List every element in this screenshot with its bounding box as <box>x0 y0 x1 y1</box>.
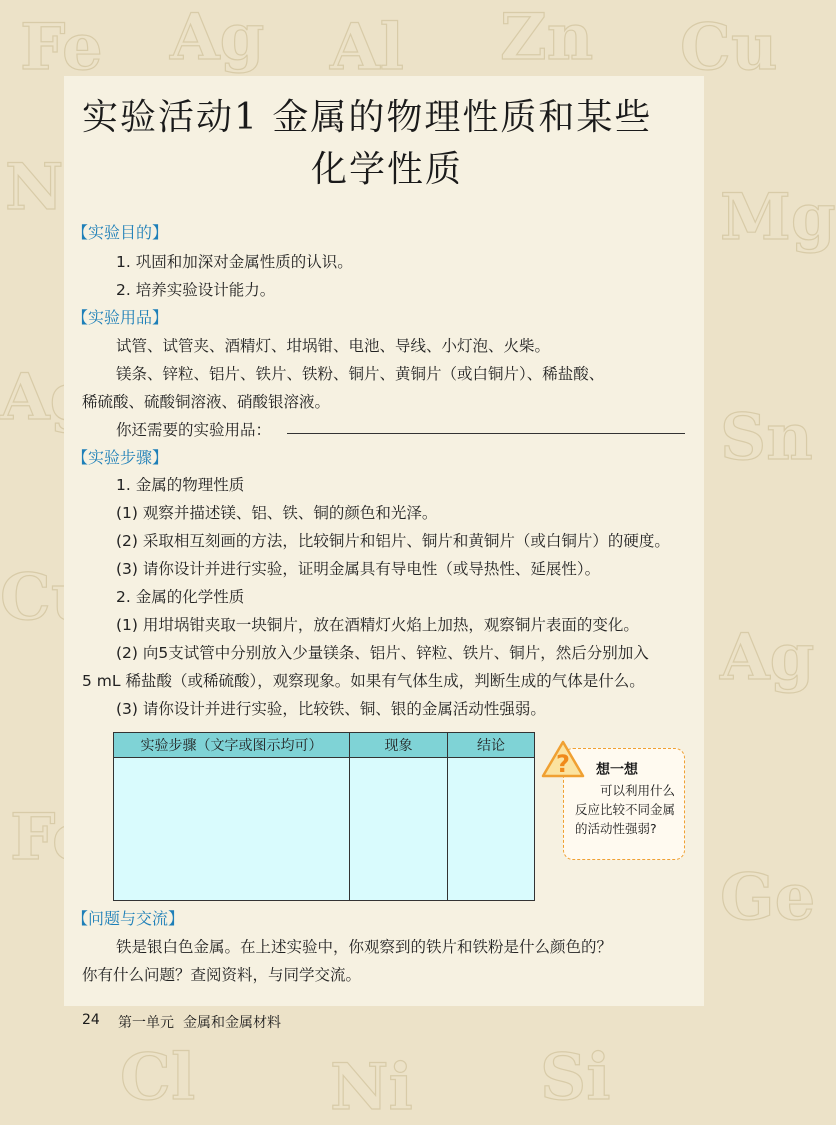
steps-line-3: (2) 采取相互刻画的方法，比较铜片和铝片、铜片和黄铜片（或白铜片）的硬度。 <box>116 532 670 550</box>
materials-line-4: 你还需要的实验用品： <box>116 421 272 439</box>
purpose-item-1: 1. 巩固和加深对金属性质的认识。 <box>116 253 353 271</box>
table-cell-conclusion[interactable] <box>448 758 535 901</box>
extra-materials-blank[interactable] <box>287 433 685 434</box>
think-title: 想一想 <box>596 762 638 778</box>
think-text: 可以利用什么反应比较不同金属的活动性强弱? <box>575 783 676 836</box>
steps-heading: 【实验步骤】 <box>72 448 169 467</box>
steps-line-9: (3) 请你设计并进行实验，比较铁、铜、银的金属活动性强弱。 <box>116 700 546 718</box>
discussion-line-2: 你有什么问题？查阅资料，与同学交流。 <box>82 966 362 984</box>
discussion-heading: 【问题与交流】 <box>72 909 185 928</box>
discussion-line-1: 铁是银白色金属。在上述实验中，你观察到的铁片和铁粉是什么颜色的？ <box>116 938 613 956</box>
table-header-conclusion: 结论 <box>448 733 535 758</box>
materials-heading: 【实验用品】 <box>72 308 169 327</box>
materials-line-2: 镁条、锌粒、铝片、铁片、铁粉、铜片、黄铜片（或白铜片）、稀盐酸、 <box>116 365 605 383</box>
title-line-2: 化学性质 <box>310 149 463 190</box>
steps-line-8: 5 mL 稀盐酸（或稀硫酸），观察现象。如果有气体生成，判断生成的气体是什么。 <box>82 672 645 690</box>
background-letter-pattern: Fe Ag Al Zn Cu Ni Mg Ag Sn Cu Ag Fe Ge Cl Ni Si <box>0 0 836 1125</box>
footer-chapter: 金属和金属材料 <box>183 1015 281 1031</box>
svg-text:?: ? <box>556 750 570 778</box>
steps-line-2: (1) 观察并描述镁、铝、铁、铜的颜色和光泽。 <box>116 504 438 522</box>
steps-line-7: (2) 向5支试管中分别放入少量镁条、铝片、锌粒、铁片、铜片，然后分别加入 <box>116 644 649 662</box>
steps-line-4: (3) 请你设计并进行实验，证明金属具有导电性（或导热性、延展性）。 <box>116 560 601 578</box>
steps-line-5: 2. 金属的化学性质 <box>116 588 245 606</box>
page-title <box>82 92 692 196</box>
steps-line-1: 1. 金属的物理性质 <box>116 476 245 494</box>
table-cell-phenomenon[interactable] <box>350 758 448 901</box>
question-mark-icon <box>541 740 585 778</box>
materials-line-3: 稀硫酸、硫酸铜溶液、硝酸银溶液。 <box>82 393 331 411</box>
steps-line-6: (1) 用坩埚钳夹取一块铜片，放在酒精灯火焰上加热，观察铜片表面的变化。 <box>116 616 639 634</box>
page-number: 24 <box>82 1012 100 1028</box>
materials-line-1: 试管、试管夹、酒精灯、坩埚钳、电池、导线、小灯泡、火柴。 <box>116 337 551 355</box>
table-cell-steps[interactable] <box>114 758 350 901</box>
table-header-steps: 实验步骤（文字或图示均可） <box>114 733 350 758</box>
footer-unit: 第一单元 <box>118 1015 174 1031</box>
experiment-table <box>113 732 535 901</box>
title-line-1: 实验活动1 金属的物理性质和某些 <box>82 97 653 138</box>
purpose-item-2: 2. 培养实验设计能力。 <box>116 281 276 299</box>
purpose-heading: 【实验目的】 <box>72 223 169 242</box>
table-header-phenomenon: 现象 <box>350 733 448 758</box>
